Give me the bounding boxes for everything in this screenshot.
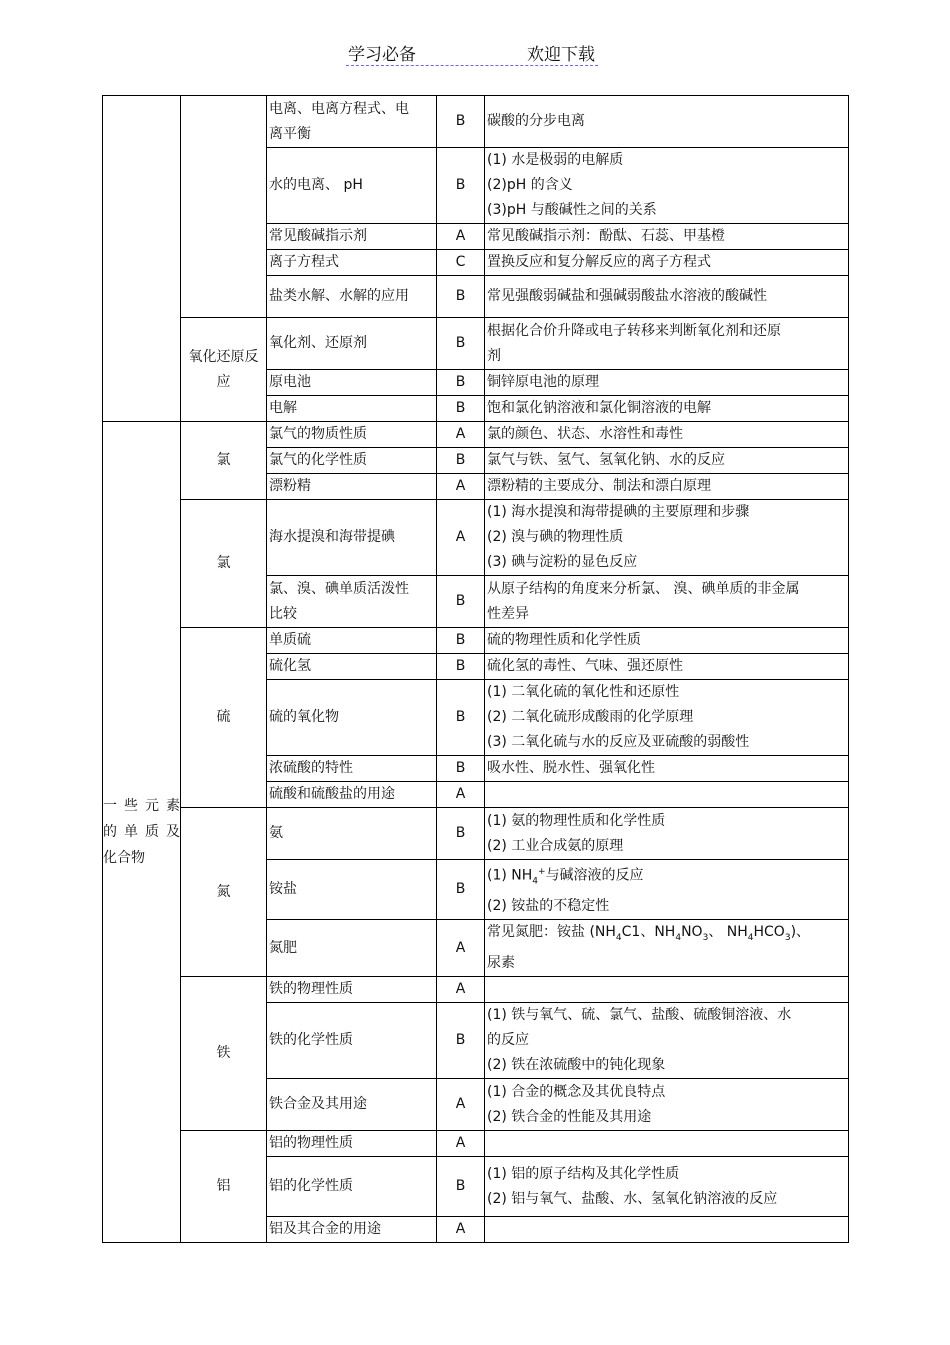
- topic-cell: 电解: [267, 396, 437, 422]
- category-elements: 一 些 元 素 的 单 质 及 化合物: [103, 422, 181, 1243]
- description-cell: 漂粉精的主要成分、制法和漂白原理: [485, 474, 849, 500]
- curriculum-table: [102, 95, 849, 1243]
- topic-cell: 单质硫: [267, 628, 437, 654]
- topic-cell: 铁的物理性质: [267, 977, 437, 1003]
- description-cell: [485, 1131, 849, 1157]
- topic-cell: 氮肥: [267, 920, 437, 977]
- level-cell: A: [437, 782, 485, 808]
- description-cell: 饱和氯化钠溶液和氯化铜溶液的电解: [485, 396, 849, 422]
- description-cell: 硫化氢的毒性、气味、强还原性: [485, 654, 849, 680]
- topic-cell: 氯气的物质性质: [267, 422, 437, 448]
- level-cell: B: [437, 680, 485, 756]
- table-row: [103, 628, 849, 654]
- topic-cell: 硫的氧化物: [267, 680, 437, 756]
- topic-cell: 氨: [267, 808, 437, 860]
- table-row: [103, 500, 849, 576]
- level-cell: A: [437, 422, 485, 448]
- description-cell: (1) 海水提溴和海带提碘的主要原理和步骤 (2) 溴与碘的物理性质 (3) 碘与淀粉的显色反应: [485, 500, 849, 576]
- level-cell: B: [437, 1157, 485, 1217]
- level-cell: A: [437, 1079, 485, 1131]
- topic-cell: 铵盐: [267, 860, 437, 920]
- topic-cell: 漂粉精: [267, 474, 437, 500]
- level-cell: A: [437, 920, 485, 977]
- level-cell: A: [437, 1217, 485, 1243]
- description-cell: 常见强酸弱碱盐和强碱弱酸盐水溶液的酸碱性: [485, 276, 849, 318]
- description-cell: 氯气与铁、氢气、氢氧化钠、水的反应: [485, 448, 849, 474]
- topic-cell: 原电池: [267, 370, 437, 396]
- level-cell: A: [437, 224, 485, 250]
- level-cell: C: [437, 250, 485, 276]
- description-cell: 硫的物理性质和化学性质: [485, 628, 849, 654]
- description-cell: (1) 铝的原子结构及其化学性质 (2) 铝与氧气、盐酸、水、氢氧化钠溶液的反应: [485, 1157, 849, 1217]
- level-cell: B: [437, 860, 485, 920]
- description-cell: (1) 合金的概念及其优良特点 (2) 铁合金的性能及其用途: [485, 1079, 849, 1131]
- topic-cell: 铝的化学性质: [267, 1157, 437, 1217]
- topic-cell: 硫酸和硫酸盐的用途: [267, 782, 437, 808]
- table-row: [103, 808, 849, 860]
- description-cell: [485, 977, 849, 1003]
- description-cell: 常见酸碱指示剂：酚酞、石蕊、甲基橙: [485, 224, 849, 250]
- subcategory-aluminum: 铝: [181, 1131, 267, 1243]
- level-cell: B: [437, 396, 485, 422]
- topic-cell: 海水提溴和海带提碘: [267, 500, 437, 576]
- level-cell: B: [437, 148, 485, 224]
- subcategory-redox: 氧化还原反 应: [181, 318, 267, 422]
- description-cell: 根据化合价升降或电子转移来判断氧化剂和还原 剂: [485, 318, 849, 370]
- description-cell: [485, 1217, 849, 1243]
- level-cell: A: [437, 1131, 485, 1157]
- topic-cell: 铝及其合金的用途: [267, 1217, 437, 1243]
- level-cell: B: [437, 628, 485, 654]
- subcategory-chlorine: 氯: [181, 422, 267, 500]
- subcategory-iron: 铁: [181, 977, 267, 1131]
- table-row: [103, 977, 849, 1003]
- topic-cell: 铝的物理性质: [267, 1131, 437, 1157]
- level-cell: B: [437, 576, 485, 628]
- topic-cell: 铁的化学性质: [267, 1003, 437, 1079]
- level-cell: B: [437, 448, 485, 474]
- level-cell: A: [437, 500, 485, 576]
- description-cell: 常见氮肥：铵盐 ($NH_4C1$、$NH_4NO_3$、 $NH_4HCO_3$)、 尿素: [485, 920, 849, 977]
- table-row: [103, 1131, 849, 1157]
- level-cell: B: [437, 654, 485, 680]
- topic-cell: 浓硫酸的特性: [267, 756, 437, 782]
- description-cell: (1) 二氧化硫的氧化性和还原性 (2) 二氧化硫形成酸雨的化学原理 (3) 二氧化硫与水的反应及亚硫酸的弱酸性: [485, 680, 849, 756]
- description-cell: (1) 水是极弱的电解质 (2)pH 的含义 (3)pH 与酸碱性之间的关系: [485, 148, 849, 224]
- topic-cell: 水的电离、 pH: [267, 148, 437, 224]
- level-cell: B: [437, 318, 485, 370]
- header-right-text: 欢迎下载: [527, 45, 595, 65]
- level-cell: B: [437, 756, 485, 782]
- description-cell: 从原子结构的角度来分析氯、 溴、碘单质的非金属 性差异: [485, 576, 849, 628]
- description-cell: (1) 氨的物理性质和化学性质 (2) 工业合成氨的原理: [485, 808, 849, 860]
- topic-cell: 盐类水解、水解的应用: [267, 276, 437, 318]
- topic-cell: 硫化氢: [267, 654, 437, 680]
- level-cell: B: [437, 1003, 485, 1079]
- topic-cell: 常见酸碱指示剂: [267, 224, 437, 250]
- description-cell: (1) 铁与氧气、硫、氯气、盐酸、硫酸铜溶液、水 的反应 (2) 铁在浓硫酸中的钝化现象: [485, 1003, 849, 1079]
- subcategory-nitrogen: 氮: [181, 808, 267, 977]
- topic-cell: 氧化剂、还原剂: [267, 318, 437, 370]
- level-cell: A: [437, 474, 485, 500]
- subcategory-halogen: 氯: [181, 500, 267, 628]
- level-cell: B: [437, 276, 485, 318]
- table-row: [103, 422, 849, 448]
- subcategory-sulfur: 硫: [181, 628, 267, 808]
- level-cell: B: [437, 808, 485, 860]
- table-row: [103, 318, 849, 370]
- topic-cell: 氯、溴、碘单质活泼性 比较: [267, 576, 437, 628]
- description-cell: 置换反应和复分解反应的离子方程式: [485, 250, 849, 276]
- description-cell: 氯的颜色、状态、水溶性和毒性: [485, 422, 849, 448]
- topic-cell: 氯气的化学性质: [267, 448, 437, 474]
- description-cell: 碳酸的分步电离: [485, 96, 849, 148]
- table-row: [103, 96, 849, 148]
- level-cell: A: [437, 977, 485, 1003]
- description-cell: (1) $NH_4^+$与碱溶液的反应 (2) 铵盐的不稳定性: [485, 860, 849, 920]
- description-cell: 吸水性、脱水性、强氧化性: [485, 756, 849, 782]
- topic-cell: 离子方程式: [267, 250, 437, 276]
- header-dashed-rule: [346, 65, 598, 66]
- level-cell: B: [437, 96, 485, 148]
- level-cell: B: [437, 370, 485, 396]
- topic-cell: 电离、电离方程式、电 离平衡: [267, 96, 437, 148]
- description-cell: 铜锌原电池的原理: [485, 370, 849, 396]
- topic-cell: 铁合金及其用途: [267, 1079, 437, 1131]
- header-left-text: 学习必备: [348, 45, 416, 65]
- category-cell-empty: [103, 96, 181, 422]
- subcategory-cell-empty: [181, 96, 267, 318]
- description-cell: [485, 782, 849, 808]
- page-header: [0, 40, 950, 70]
